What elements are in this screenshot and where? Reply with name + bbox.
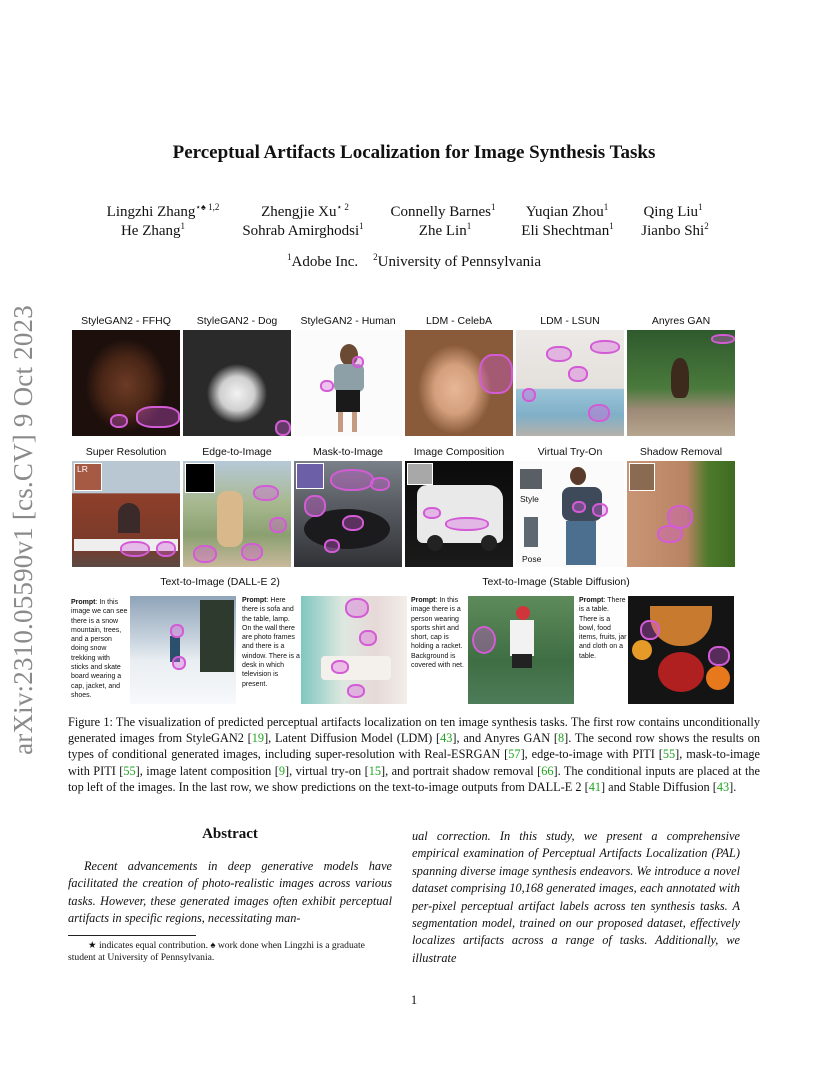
- footnote-rule: [68, 935, 196, 936]
- label-text-to-image-dalle2: Text-to-Image (DALL-E 2): [160, 576, 280, 588]
- image-human: [294, 330, 402, 436]
- author-zhengjie-xu: Zhengjie $Xu^{⋆ 2}$: [261, 202, 349, 220]
- image-dalle2-snow: [130, 596, 236, 704]
- label-text-to-image-stable-diffusion: Text-to-Image (Stable Diffusion): [482, 576, 630, 588]
- inset-lr-label: LR: [77, 464, 88, 474]
- footnote: ★ indicates equal contribution. ♠ work done when Lingzhi is a graduate student at University of Pennsylvania.: [68, 940, 365, 963]
- label-super-resolution: Super Resolution: [85, 446, 167, 458]
- label-stylegan2-dog: StyleGAN2 - Dog: [196, 315, 278, 327]
- label-stylegan2-ffhq: StyleGAN2 - FFHQ: [81, 315, 171, 327]
- label-image-composition: Image Composition: [413, 446, 505, 458]
- author-jianbo-shi: Jianbo Shi$^2$: [641, 221, 709, 239]
- label-edge-to-image: Edge-to-Image: [202, 446, 272, 458]
- image-mask-to-image: [294, 461, 402, 567]
- prompt-snow-mountain: Prompt: In this image we can see there is a snow mountain, trees, and a person doing snow trekking with sticks and skate board wearing a cap, jacket, and shoes.: [71, 599, 128, 699]
- image-edge-to-image: [183, 461, 291, 567]
- image-sd-food: [628, 596, 734, 704]
- paper-title: Perceptual Artifacts Localization for Image Synthesis Tasks: [172, 142, 656, 163]
- image-super-resolution: [72, 461, 180, 567]
- author-lingzhi-zhang: Lingzhi Zhang$^{⋆♠ 1,2}$: [106, 202, 220, 220]
- author-qing-liu: Qing Liu$^1$: [643, 202, 703, 220]
- author-eli-shechtman: Eli Shechtman$^1$: [521, 221, 614, 239]
- image-dog: [183, 330, 291, 436]
- page-number: 1: [410, 993, 418, 1007]
- prompt-tennis-player: Prompt: In this image there is a person wearing sports shirt and short, cap is holding a racket. Background is covered with net.: [411, 597, 464, 670]
- image-dalle2-living-room: [301, 596, 407, 704]
- author-sohrab-amirghodsi: Sohrab Amirghodsi$^1$: [242, 221, 364, 239]
- label-mask-to-image: Mask-to-Image: [312, 446, 384, 458]
- abstract-right-column: ual correction. In this study, we present a comprehensive empirical examination of Perceptual Artifacts Localization (PAL) spanning diverse image synthesis endeavors. We introduce a novel dataset comprising 10,168 generated images, each annotated with per-pixel perceptual artifact labels across ten synthesis tasks. A segmentation model, trained on our proposed dataset, effectively localizes artifacts across a range of tasks. Additionally, we illustrate: [412, 829, 740, 965]
- author-yuqian-zhou: Yuqian Zhou$^1$: [525, 202, 609, 220]
- abstract-left-column: Recent advancements in deep generative models have facilitated the creation of photo-realistic images across various tasks. However, these generated images often exhibit perceptual artifacts in specific regions, necessitating man-: [68, 859, 392, 926]
- label-ldm-lsun: LDM - LSUN: [540, 315, 600, 327]
- image-celeba: [405, 330, 513, 436]
- abstract-heading: Abstract: [202, 826, 258, 842]
- label-ldm-celeba: LDM - CelebA: [426, 315, 492, 327]
- tryon-pose-label: Pose: [522, 554, 542, 564]
- image-ffhq-face: [72, 330, 180, 436]
- arxiv-identifier: arXiv:2310.05590v1 [cs.CV] 9 Oct 2023: [8, 305, 38, 755]
- affiliations: $^1$Adobe Inc. $^2$University of Pennsylvania: [287, 252, 541, 270]
- author-he-zhang: He Zhang$^1$: [120, 221, 186, 239]
- image-sd-tennis: [468, 596, 574, 704]
- label-shadow-removal: Shadow Removal: [639, 446, 723, 458]
- label-virtual-try-on: Virtual Try-On: [537, 446, 603, 458]
- label-anyres-gan: Anyres GAN: [651, 315, 711, 327]
- image-anyres-bird: [627, 330, 735, 436]
- tryon-style-label: Style: [520, 494, 539, 504]
- image-shadow-removal: [627, 461, 735, 567]
- prompt-living-room: Prompt: Here there is sofa and the table, lamp. On the wall there are photo frames and there is a window. There is a desk in which television is present.: [242, 597, 300, 688]
- author-connelly-barnes: Connelly Barnes$^1$: [390, 202, 496, 220]
- label-stylegan2-human: StyleGAN2 - Human: [300, 315, 396, 327]
- image-composition: [405, 461, 513, 567]
- figure-caption: Figure 1: The visualization of predicted perceptual artifacts localization on ten image synthesis tasks. The first row contains unconditionally generated images from StyleGAN2 [19], Latent Diffusion Model (LDM) [43], and Anyres GAN [8]. The second row shows the results on types of conditional generated images, including super-resolution with Real-ESRGAN [57], edge-to-image with PITI [55], mask-to-image with PITI [55], image latent composition [9], virtual try-on [15], and portrait shadow removal [66]. The conditional inputs are placed at the top left of the images. In the last row, we show predictions on the text-to-image outputs from DALL-E 2 [41] and Stable Diffusion [43].: [68, 715, 761, 794]
- image-lsun-bedroom: [516, 330, 624, 436]
- author-zhe-lin: Zhe Lin$^1$: [418, 221, 472, 239]
- prompt-food-table: Prompt: There is a table. There is a bowl, food items, fruits, jar and cloth on a table.: [579, 597, 627, 660]
- image-virtual-try-on: [516, 461, 624, 567]
